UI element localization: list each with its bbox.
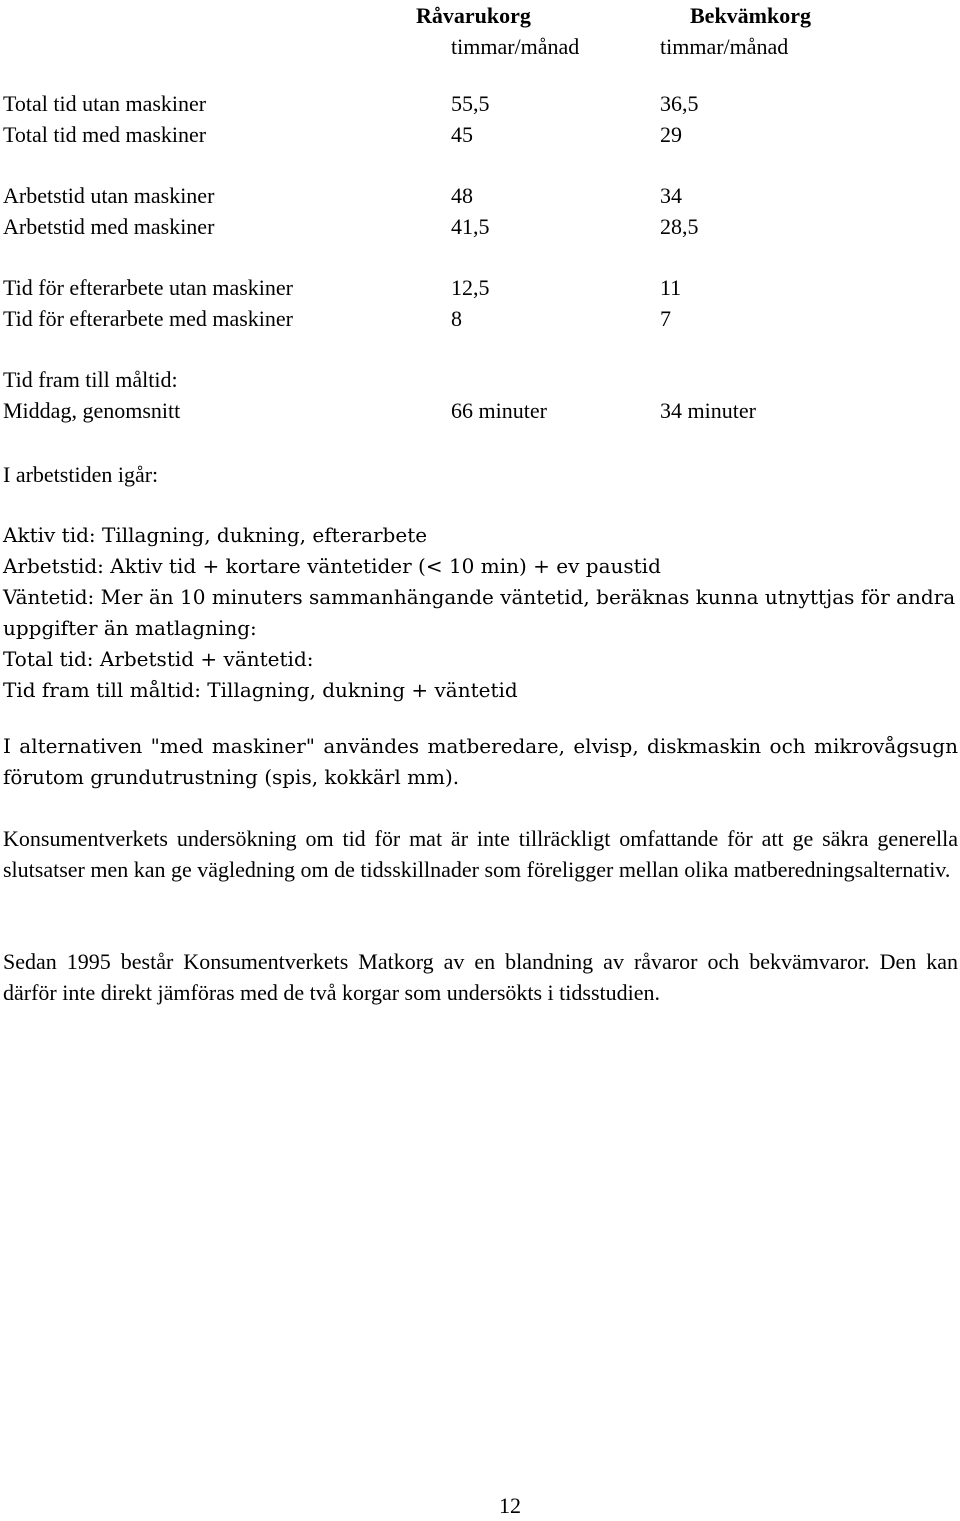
table-row <box>3 364 943 395</box>
ravarukorg-value: 66 minuter <box>451 398 547 423</box>
paragraph-matkorg: Sedan 1995 består Konsumentverkets Matkorg av en blandning av råvaror och bekvämvaror. Den kan därför inte direkt jämföras med de två korgar som undersökts i tidsstudien. <box>3 949 958 1005</box>
table-group-efterarbete <box>3 272 943 334</box>
table-group-arbetstid <box>3 180 943 242</box>
table-group-maltid <box>3 364 943 426</box>
table-row <box>3 211 943 242</box>
ravarukorg-value: 41,5 <box>451 214 490 239</box>
ravarukorg-value: 8 <box>451 306 462 331</box>
definitions-list <box>3 520 958 706</box>
row-label: Tid för efterarbete utan maskiner <box>3 275 293 300</box>
bekvamkorg-value: 11 <box>660 275 682 300</box>
row-label: Arbetstid med maskiner <box>3 214 215 239</box>
row-label: Tid för efterarbete med maskiner <box>3 306 293 331</box>
row-label: Arbetstid utan maskiner <box>3 183 215 208</box>
definition-item: Aktiv tid: Tillagning, dukning, efterarbete <box>3 523 428 547</box>
ravarukorg-value: 55,5 <box>451 91 490 116</box>
row-label: Tid fram till måltid: <box>3 367 178 392</box>
table-row <box>3 119 943 150</box>
column-header-bekvamkorg <box>660 0 811 62</box>
table-row <box>3 180 943 211</box>
definition-item: Total tid: Arbetstid + väntetid: <box>3 647 314 671</box>
paragraph-machines: I alternativen "med maskiner" användes matberedare, elvisp, diskmaskin och mikrovågsugn förutom grundutrustning (spis, kokkärl mm). <box>3 734 958 789</box>
bekvamkorg-value: 29 <box>660 122 682 147</box>
bekvamkorg-value: 36,5 <box>660 91 699 116</box>
column-title: Råvarukorg <box>416 3 531 28</box>
ravarukorg-value: 48 <box>451 183 473 208</box>
table-row <box>3 303 943 334</box>
bekvamkorg-value: 7 <box>660 306 671 331</box>
section-title: I arbetstiden igår: <box>3 462 159 487</box>
column-unit: timmar/månad <box>451 34 580 59</box>
time-table <box>3 88 943 456</box>
definition-item: Väntetid: Mer än 10 minuters sammanhängande väntetid, beräknas kunna utnyttjas för andra uppgifter än matlagning: <box>3 585 956 640</box>
definition-item: Arbetstid: Aktiv tid + kortare väntetider (< 10 min) + ev paustid <box>3 554 661 578</box>
table-group-total <box>3 88 943 150</box>
column-header-ravarukorg <box>416 0 579 62</box>
ravarukorg-value: 12,5 <box>451 275 490 300</box>
definition-item: Tid fram till måltid: Tillagning, dukning + väntetid <box>3 678 518 702</box>
row-label: Total tid med maskiner <box>3 122 207 147</box>
page-number: 12 <box>499 1493 521 1518</box>
bekvamkorg-value: 28,5 <box>660 214 699 239</box>
column-unit: timmar/månad <box>660 34 789 59</box>
table-row <box>3 272 943 303</box>
row-label: Middag, genomsnitt <box>3 398 181 423</box>
bekvamkorg-value: 34 <box>660 183 682 208</box>
ravarukorg-value: 45 <box>451 122 473 147</box>
column-title: Bekvämkorg <box>690 3 811 28</box>
table-row <box>3 88 943 119</box>
row-label: Total tid utan maskiner <box>3 91 207 116</box>
bekvamkorg-value: 34 minuter <box>660 398 756 423</box>
table-row <box>3 395 943 426</box>
paragraph-survey: Konsumentverkets undersökning om tid för mat är inte tillräckligt omfattande för att ge säkra generella slutsatser men kan ge vägledning om de tidsskillnader som föreligger mellan olika matberedningsalternativ. <box>3 826 958 882</box>
